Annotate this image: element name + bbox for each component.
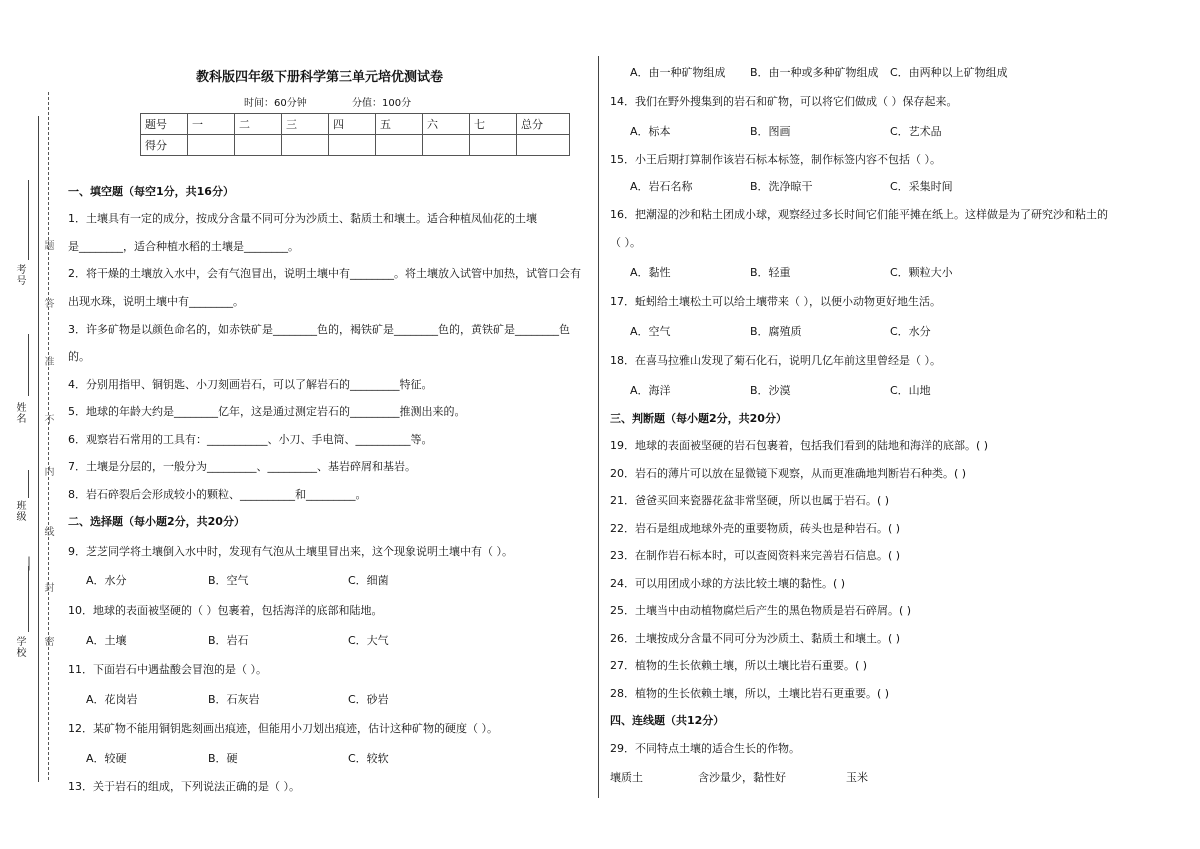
question-text: （ ）。 <box>610 236 641 249</box>
option-c[interactable]: C．大气 <box>348 634 389 647</box>
name-field[interactable] <box>28 334 29 396</box>
class-label: 班级 <box>14 500 25 522</box>
page-title: 教科版四年级下册科学第三单元培优测试卷 <box>196 70 444 85</box>
option-c[interactable]: C．山地 <box>890 384 931 397</box>
score-table <box>140 113 570 156</box>
score-input[interactable] <box>329 135 376 156</box>
option-a[interactable]: A．花岗岩 <box>86 693 138 706</box>
question-text: 5．地球的年龄大约是________亿年，这是通过测定岩石的_________推测出来的。 <box>68 405 466 418</box>
question-text: 26．土壤按成分含量不同可分为沙质土、黏质土和壤土。( ) <box>610 632 901 645</box>
option-a[interactable]: A．空气 <box>630 325 671 338</box>
score-input[interactable] <box>282 135 329 156</box>
match-middle-item[interactable]: 含沙量少，黏性好 <box>698 771 786 784</box>
binding-outer-line <box>38 116 39 782</box>
school-label: 学校 <box>14 636 25 658</box>
question-text: 10．地球的表面被坚硬的（ ）包裹着，包括海洋的底部和陆地。 <box>68 604 383 617</box>
question-text: 22．岩石是组成地球外壳的重要物质，砖头也是种岩石。( ) <box>610 522 901 535</box>
question-text: 17．蚯蚓给土壤松土可以给土壤带来（ ），以便小动物更好地生活。 <box>610 295 941 308</box>
seal-char: 线 <box>42 526 53 537</box>
option-c[interactable]: C．水分 <box>890 325 931 338</box>
score-table-header-row <box>141 114 570 135</box>
column-divider <box>598 56 599 798</box>
score-cell: 二 <box>235 114 282 135</box>
section-heading: 一、填空题（每空1分，共16分） <box>68 185 234 198</box>
score-input[interactable] <box>188 135 235 156</box>
question-text: 13．关于岩石的组成，下列说法正确的是（ ）。 <box>68 780 300 793</box>
question-text: 19．地球的表面被坚硬的岩石包裹着，包括我们看到的陆地和海洋的底部。( ) <box>610 439 989 452</box>
seal-char: 封 <box>42 582 53 593</box>
question-text: 2．将干燥的土壤放入水中，会有气泡冒出，说明土壤中有________。将土壤放入试管中加热，试管口会有 <box>68 267 581 280</box>
option-c[interactable]: C．颗粒大小 <box>890 266 953 279</box>
section-heading: 三、判断题（每小题2分，共20分） <box>610 412 787 425</box>
question-text: 8．岩石碎裂后会形成较小的颗粒、__________和_________。 <box>68 488 367 501</box>
question-text: 的。 <box>68 350 90 363</box>
binding-dashed-line <box>48 92 49 780</box>
score-cell: 五 <box>376 114 423 135</box>
option-b[interactable]: B．石灰岩 <box>208 693 260 706</box>
seal-char: 题 <box>42 240 53 251</box>
option-a[interactable]: A．水分 <box>86 574 127 587</box>
score-cell: 四 <box>329 114 376 135</box>
question-text: 出现水珠，说明土壤中有________。 <box>68 295 244 308</box>
option-a[interactable]: A．较硬 <box>86 752 127 765</box>
option-a[interactable]: A．海洋 <box>630 384 671 397</box>
question-text: 16．把潮湿的沙和粘土团成小球，观察经过多长时间它们能平摊在纸上。这样做是为了研究沙和粘土的 <box>610 208 1108 221</box>
score-cell: 七 <box>470 114 517 135</box>
option-a[interactable]: A．黏性 <box>630 266 671 279</box>
question-text: 18．在喜马拉雅山发现了菊石化石，说明几亿年前这里曾经是（ ）。 <box>610 354 941 367</box>
id-field[interactable] <box>28 180 29 260</box>
option-b[interactable]: B．沙漠 <box>750 384 791 397</box>
match-right-item[interactable]: 玉米 <box>846 771 868 784</box>
match-left-item[interactable]: 壤质土 <box>610 771 643 784</box>
score-cell: 一 <box>188 114 235 135</box>
option-c[interactable]: C．砂岩 <box>348 693 389 706</box>
option-b[interactable]: B．空气 <box>208 574 249 587</box>
option-a[interactable]: A．岩石名称 <box>630 180 693 193</box>
score-table-score-row <box>141 135 570 156</box>
score-cell: 得分 <box>141 135 188 156</box>
score-input[interactable] <box>517 135 570 156</box>
option-a[interactable]: A．由一种矿物组成 <box>630 66 726 79</box>
question-text: 7．土壤是分层的，一般分为_________、_________、基岩碎屑和基岩。 <box>68 460 416 473</box>
question-text: 14．我们在野外搜集到的岩石和矿物，可以将它们做成（ ）保存起来。 <box>610 95 958 108</box>
score-cell: 三 <box>282 114 329 135</box>
question-text: 20．岩石的薄片可以放在显微镜下观察，从而更准确地判断岩石种类。( ) <box>610 467 967 480</box>
seal-char: 准 <box>42 356 53 367</box>
option-b[interactable]: B．洗净晾干 <box>750 180 813 193</box>
question-text: 28．植物的生长依赖土壤，所以，土壤比岩石更重要。( ) <box>610 687 890 700</box>
score-input[interactable] <box>470 135 517 156</box>
question-text: 9．芝芝同学将土壤倒入水中时，发现有气泡从土壤里冒出来，这个现象说明土壤中有（ ）。 <box>68 545 513 558</box>
question-text: 是________，适合种植水稻的土壤是________。 <box>68 240 299 253</box>
seal-char: 内 <box>42 466 53 477</box>
question-text: 4．分别用指甲、铜钥匙、小刀刻画岩石，可以了解岩石的_________特征。 <box>68 378 433 391</box>
question-text: 3．许多矿物是以颜色命名的，如赤铁矿是________色的，褐铁矿是________色的，黄铁矿是________色 <box>68 323 570 336</box>
score-cell: 总分 <box>517 114 570 135</box>
score-cell: 六 <box>423 114 470 135</box>
question-text: 1．土壤具有一定的成分，按成分含量不同可分为沙质土、黏质土和壤土。适合种植凤仙花的土壤 <box>68 212 537 225</box>
option-c[interactable]: C．采集时间 <box>890 180 953 193</box>
question-text: 15．小王后期打算制作该岩石标本标签，制作标签内容不包括（ ）。 <box>610 153 941 166</box>
option-a[interactable]: A．标本 <box>630 125 671 138</box>
option-c[interactable]: C．细菌 <box>348 574 389 587</box>
exam-score: 分值：100分 <box>352 98 412 109</box>
section-heading: 二、选择题（每小题2分，共20分） <box>68 515 245 528</box>
option-b[interactable]: B．图画 <box>750 125 791 138</box>
question-text: 27．植物的生长依赖土壤，所以土壤比岩石重要。( ) <box>610 659 868 672</box>
name-label: 姓名 <box>14 402 25 424</box>
option-b[interactable]: B．岩石 <box>208 634 249 647</box>
id-label: 考号 <box>14 264 25 286</box>
option-b[interactable]: B．硬 <box>208 752 238 765</box>
score-input[interactable] <box>423 135 470 156</box>
class-field[interactable] <box>28 470 29 498</box>
section-heading: 四、连线题（共12分） <box>610 714 725 727</box>
school-field[interactable] <box>28 566 29 632</box>
question-text: 21．爸爸买回来瓷器花盆非常坚硬，所以也属于岩石。( ) <box>610 494 890 507</box>
option-c[interactable]: C．较软 <box>348 752 389 765</box>
score-input[interactable] <box>376 135 423 156</box>
seal-char: 答 <box>42 298 53 309</box>
option-b[interactable]: B．由一种或多种矿物组成 <box>750 66 879 79</box>
question-text: 29．不同特点土壤的适合生长的作物。 <box>610 742 800 755</box>
seal-char: 不 <box>42 414 53 425</box>
question-text: 24．可以用团成小球的方法比较土壤的黏性。( ) <box>610 577 846 590</box>
option-b[interactable]: B．轻重 <box>750 266 791 279</box>
option-c[interactable]: C．由两种以上矿物组成 <box>890 66 1008 79</box>
option-a[interactable]: A．土壤 <box>86 634 127 647</box>
question-text: 23．在制作岩石标本时，可以查阅资料来完善岩石信息。( ) <box>610 549 901 562</box>
question-text: 25．土壤当中由动植物腐烂后产生的黑色物质是岩石碎屑。( ) <box>610 604 912 617</box>
score-input[interactable] <box>235 135 282 156</box>
question-text: 11．下面岩石中遇盐酸会冒泡的是（ ）。 <box>68 663 267 676</box>
option-b[interactable]: B．腐殖质 <box>750 325 802 338</box>
score-cell: 题号 <box>141 114 188 135</box>
question-text: 12．某矿物不能用铜钥匙刻画出痕迹，但能用小刀划出痕迹，估计这种矿物的硬度（ ）。 <box>68 722 498 735</box>
question-text: 6．观察岩石常用的工具有：___________、小刀、手电筒、__________等。 <box>68 433 433 446</box>
seal-char: 密 <box>42 636 53 647</box>
exam-time: 时间：60分钟 <box>244 98 307 109</box>
option-c[interactable]: C．艺术品 <box>890 125 942 138</box>
